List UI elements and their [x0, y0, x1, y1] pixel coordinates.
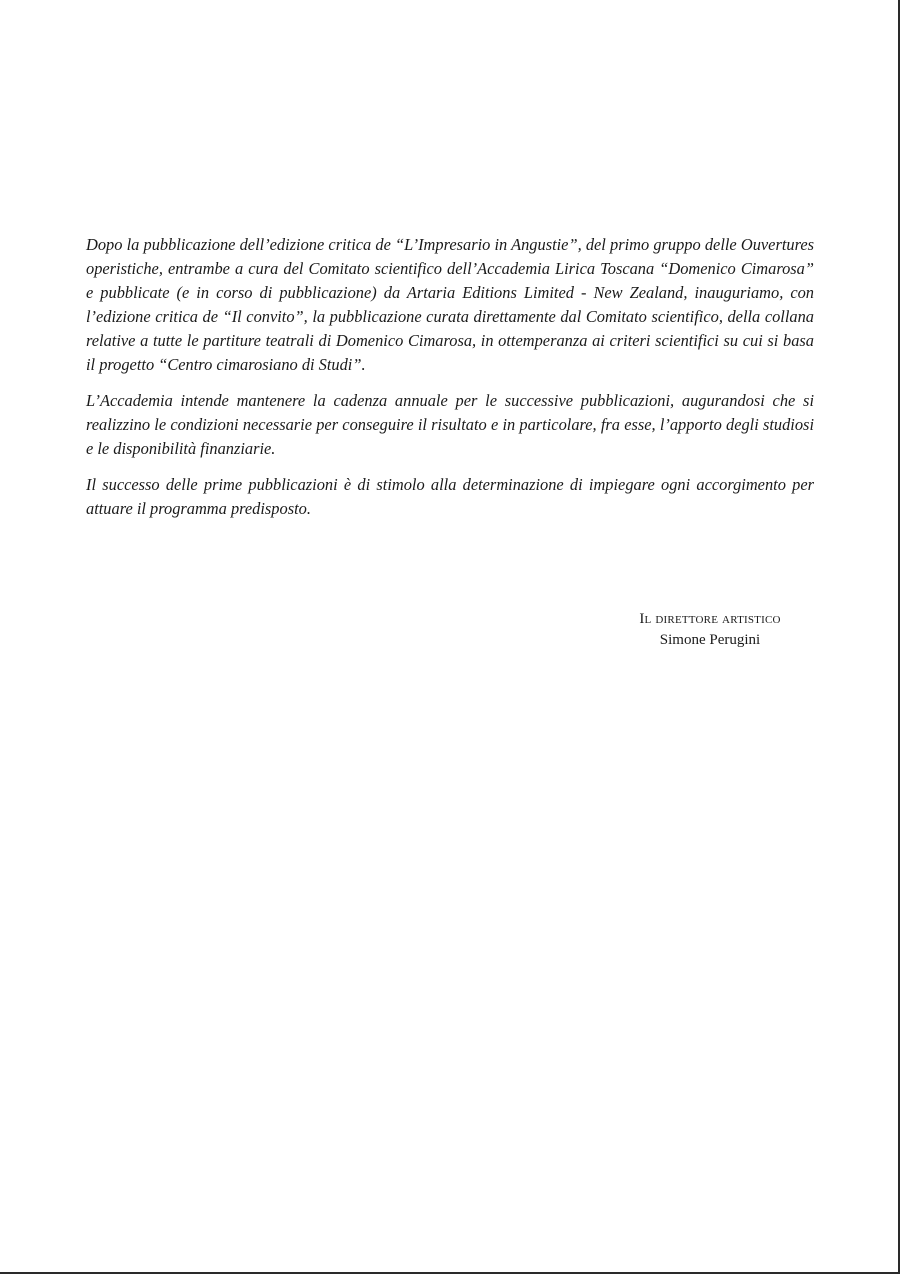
paragraph-2: L’Accademia intende mantenere la cadenza annuale per le successive pubblicazioni, augurandosi che si realizzino le condizioni necessarie per conseguire il risultato e in particolare, fra esse, l’apporto degli studiosi e le disponibilità finanziarie.: [86, 391, 814, 458]
paragraph-1: Dopo la pubblicazione dell’edizione critica de “L’Impresario in Angustie”, del primo gruppo delle Ouvertures operistiche, entrambe a cura del Comitato scientifico dell’Accademia Lirica Toscana “Domenico Cimarosa” e pubblicate (e in corso di pubblicazione) da Artaria Editions Limited - New Zealand, inauguriamo, con l’edizione critica de “Il convito”, la pubblicazione curata direttamente dal Comitato scientifico, della collana relative a tutte le partiture teatrali di Domenico Cimarosa, in ottemperanza ai criteri scientifici su cui si basa il progetto “Centro cimarosiano di Studi”.: [86, 235, 814, 374]
body-text: [86, 233, 814, 533]
signature-title: Il direttore artistico: [639, 611, 781, 627]
paragraph-3: Il successo delle prime pubblicazioni è di stimolo alla determinazione di impiegare ogni accorgimento per attuare il programma predisposto.: [86, 475, 814, 518]
signature-name: Simone Perugini: [659, 632, 761, 648]
signature-block: [600, 609, 820, 651]
